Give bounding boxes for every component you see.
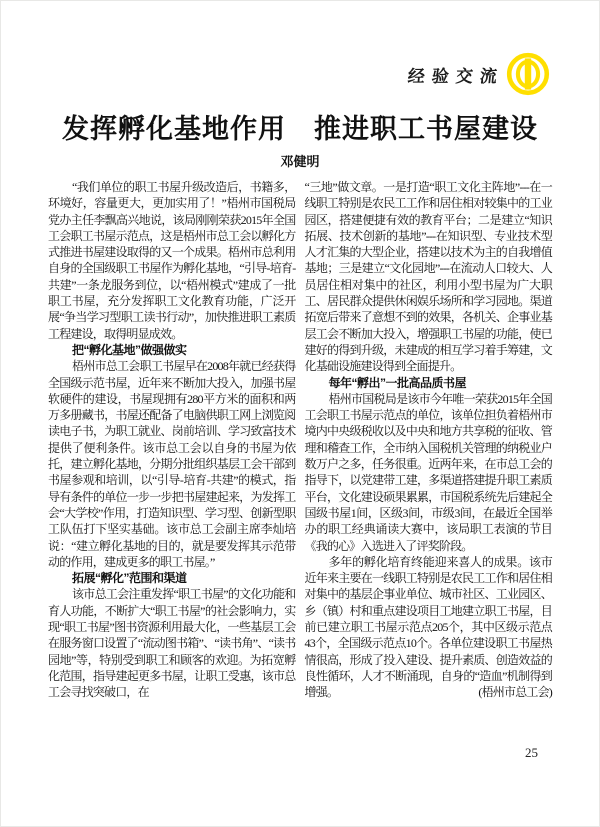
- right-column: [305, 179, 553, 701]
- paragraph-continuation: “三地”做文章。一是打造“职工文化主阵地”---在一线职工特别是农民工工作和居住相对较集中的工业园区，搭建便捷有效的教育平台；二是建立“知识拓展、技术创新的基地”---在知识型、专业技术型人才汇集的大型企业，搭建以技术为主的自我增值基地；三是建立“文化园地”---在流动人口较大、人员居住相对集中的社区，利用小型书屋为广大职工、居民群众提供休闲娱乐场所和学习园地。渠道拓宽后带来了意想不到的效果，各机关、企事业基层工会不断加大投入，增强职工书屋的功能，使已建好的得到升级，未建成的相互学习着手筹建，文化基础设施建设得到全面提升。: [304, 180, 552, 374]
- article-body: [48, 179, 552, 701]
- paragraph: 该市总工会注重发挥“职工书屋”的文化功能和育人功能，不断扩大“职工书屋”的社会影响力，实现“职工书屋”图书资源利用最大化，一些基层工会在服务窗口设置了“流动图书箱”、“读书角”、“读书园地”等，特别受到职工和顾客的欢迎。为拓宽孵化范围，指导建起更多书屋，让职工受惠，该市总工会寻找突破口，在: [48, 587, 296, 700]
- article-title: 发挥孵化基地作用 推进职工书屋建设: [62, 114, 538, 144]
- paragraph: 梧州市国税局是该市今年唯一荣获2015年全国工会职工书屋示范点的单位，该单位担负着梧州市境内中央级税收以及中央和地方共享税的征收、管理和稽查工作，全市纳入国税机关管理的纳税业户数万户之多，任务很重。近两年来，在市总工会的指导下，以党建带工建，多渠道搭建提升职工素质平台，文化建设硕果累累，市国税系统先后建起全国级书屋1间，区级3间，市级3间，在最近全国举办的职工经典诵读大赛中，该局职工表演的节目《我的心》入选进入了评奖阶段。: [304, 391, 552, 553]
- article-author: 邓健明: [280, 154, 320, 169]
- acftu-union-logo-icon: [506, 52, 550, 96]
- subheading: 拓展“孵化”范围和渠道: [72, 571, 187, 586]
- attribution: (梧州市总工会): [478, 685, 552, 700]
- left-column: [48, 179, 296, 701]
- section-label: 经验交流: [406, 66, 505, 86]
- subheading: 把“孵化基地”做强做实: [72, 342, 187, 357]
- subheading: 每年“孵出”一批高品质书屋: [328, 375, 467, 390]
- page-number: 25: [525, 745, 538, 760]
- paragraph: 梧州市总工会职工书屋早在2008年就已经获得全国级示范书屋，近年来不断加大投入，加强书屋软硬件的建设，书屋现拥有280平方米的面积和两万多册藏书，书屋还配备了电脑供职工网上浏览阅读电子书，为职工就业、岗前培训、学习致富技术提供了便利条件。该市总工会以自身的书屋为依托，建立孵化基地，分期分批组织基层工会干部到书屋参观和培训，以“引导-培育-共建”的模式，指导有条件的单位一步一步把书屋建起来，为发挥工会“大学校”作用，打造知识型、学习型、创新型职工队伍打下坚实基础。该市总工会副主席李灿培说：“建立孵化基地的目的，就是要发挥其示范带动的作用，建成更多的职工书屋。”: [48, 359, 296, 569]
- paragraph: “我们单位的职工书屋升级改造后，书籍多，环境好，容量更大，更加实用了！”梧州市国税局党办主任李飘高兴地说，该局刚刚荣获2015年全国工会职工书屋示范点，这是梧州市总工会以孵化方式推进书屋建设取得的又一个成果。梧州市总利用自身的全国级职工书屋作为孵化基地，“引导-培育-共建”一条龙服务到位，以“梧州模式”建成了一批职工书屋，充分发挥职工文化教育功能，广泛开展“争当学习型职工读书行动”，加快推进职工素质工程建设，取得明显成效。: [48, 180, 296, 341]
- section-header: [408, 52, 550, 96]
- paragraph: 多年的孵化培育终能迎来喜人的成果。该市近年来主要在一线职工特别是农民工工作和居住相对集中的基层企事业单位、城市社区、工业园区、乡（镇）村和重点建设项目工地建立职工书屋，目前已建立职工书屋示范点205个，其中区级示范点43个，全国级示范点10个。各单位建设职工书屋热情很高，形成了投入建设、提升素质、创造效益的良性循环，人才不断涌现，自身的“造血”机制得到增强。: [304, 554, 552, 700]
